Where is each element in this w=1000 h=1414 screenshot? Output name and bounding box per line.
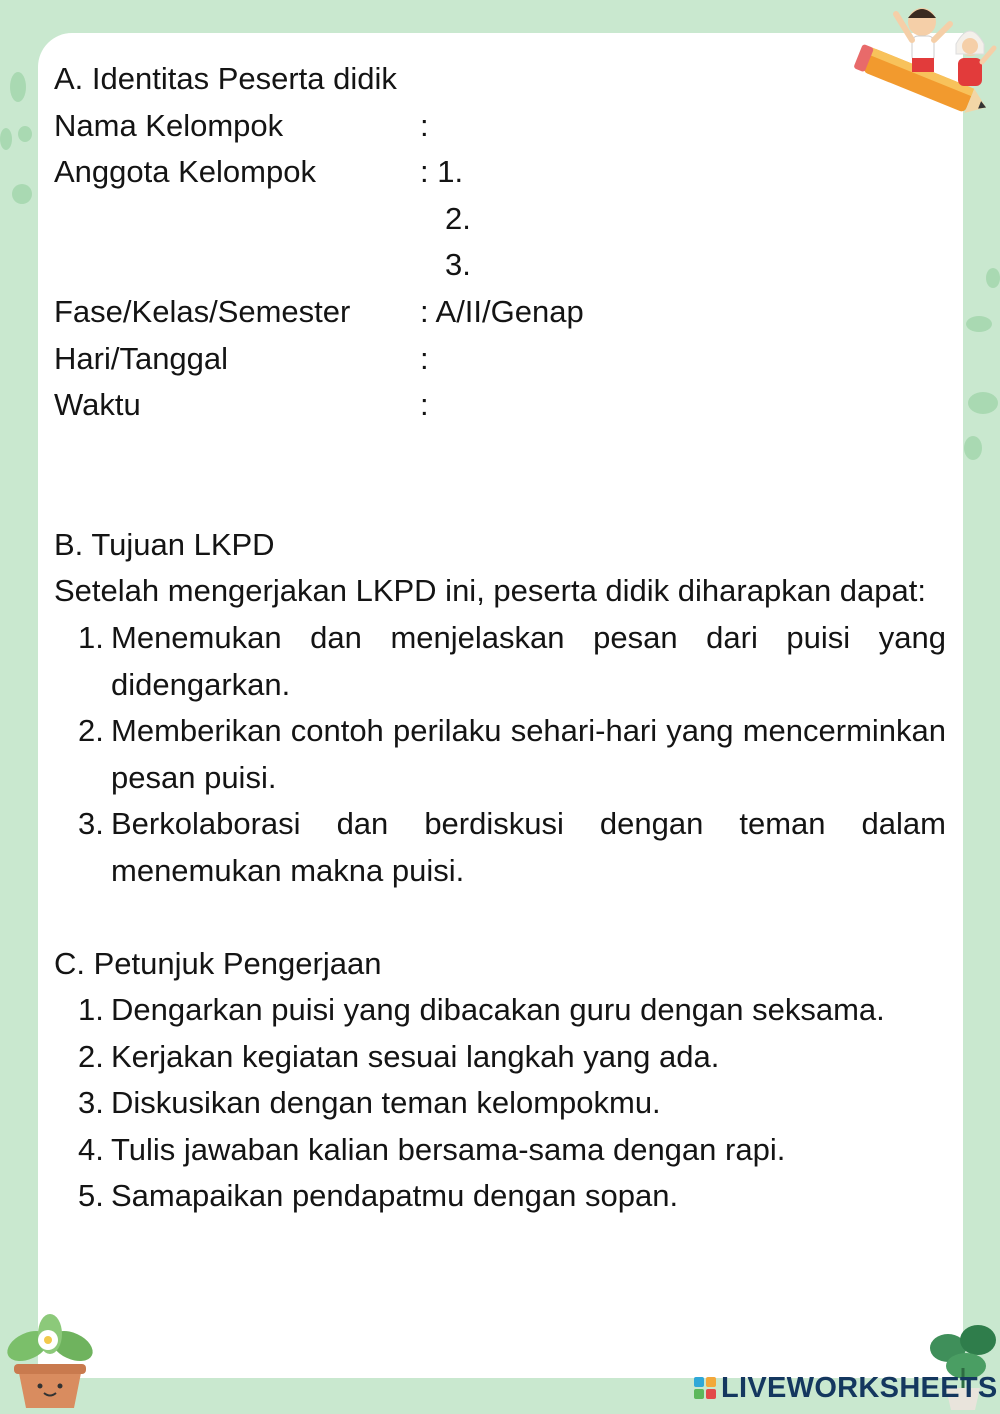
section-b-intro: Setelah mengerjakan LKPD ini, peserta didik diharapkan dapat:	[54, 573, 926, 609]
list-item	[54, 1173, 946, 1220]
list-text: Dengarkan puisi yang dibacakan guru dengan seksama.	[111, 992, 885, 1028]
list-item	[54, 801, 946, 894]
list-number: 5.	[78, 1178, 104, 1214]
identity-row	[54, 336, 946, 383]
identity-label: Nama Kelompok	[54, 107, 284, 143]
objectives-list	[54, 615, 946, 895]
list-text: Diskusikan dengan teman kelompokmu.	[111, 1085, 661, 1121]
list-text: Kerjakan kegiatan sesuai langkah yang ada.	[111, 1038, 720, 1074]
list-item	[54, 1080, 946, 1127]
identity-label: Waktu	[54, 387, 141, 423]
list-item	[54, 1127, 946, 1174]
identity-row	[54, 196, 946, 243]
identity-value: : A/II/Genap	[420, 293, 584, 329]
logo-text: LIVEWORKSHEETS	[721, 1371, 998, 1404]
list-text: Menemukan dan menjelaskan pesan dari puisi yang didengarkan.	[111, 619, 946, 702]
identity-row	[54, 103, 946, 150]
decor-dot	[12, 184, 32, 204]
section-a-heading: A. Identitas Peserta didik	[54, 61, 397, 96]
section-c-heading: C. Petunjuk Pengerjaan	[54, 945, 382, 981]
list-text: Memberikan contoh perilaku sehari-hari yang mencerminkan pesan puisi.	[111, 713, 946, 795]
list-number: 4.	[78, 1131, 104, 1167]
list-number: 3.	[78, 1085, 104, 1121]
list-number: 1.	[78, 992, 104, 1028]
potted-flower-icon	[0, 1312, 100, 1412]
worksheet-content	[54, 56, 946, 1220]
identity-label: Fase/Kelas/Semester	[54, 293, 351, 329]
list-item	[54, 615, 946, 708]
identity-label: Hari/Tanggal	[54, 340, 229, 376]
identity-value: : 1.	[420, 154, 464, 190]
list-item	[54, 1034, 946, 1081]
liveworksheets-logo	[694, 1371, 998, 1405]
member-number: 2.	[445, 200, 471, 236]
list-number: 3.	[78, 806, 104, 842]
identity-row	[54, 149, 946, 196]
spacer	[54, 895, 946, 941]
liveworksheets-logo-icon	[694, 1377, 716, 1399]
member-number: 3.	[445, 247, 471, 283]
identity-value: :	[420, 340, 429, 376]
identity-value: :	[420, 387, 429, 423]
list-number: 1.	[78, 619, 104, 655]
identity-row	[54, 382, 946, 429]
section-b-heading: B. Tujuan LKPD	[54, 526, 275, 562]
identity-value: :	[420, 107, 429, 143]
list-text: Tulis jawaban kalian bersama-sama dengan rapi.	[111, 1131, 786, 1167]
decor-dot	[964, 436, 982, 460]
identity-row	[54, 289, 946, 336]
decor-dot	[18, 126, 32, 142]
list-number: 2.	[78, 1038, 104, 1074]
identity-label: Anggota Kelompok	[54, 154, 316, 190]
instructions-list	[54, 987, 946, 1220]
list-number: 2.	[78, 713, 104, 749]
decor-dot	[968, 392, 998, 414]
list-text: Berkolaborasi dan berdiskusi dengan teman dalam menemukan makna puisi.	[111, 806, 946, 888]
list-item	[54, 987, 946, 1034]
spacer	[54, 429, 946, 522]
decor-dot	[10, 72, 26, 102]
identity-row	[54, 242, 946, 289]
list-item	[54, 708, 946, 801]
decor-dot	[986, 268, 1000, 288]
decor-dot	[0, 128, 12, 150]
list-text: Samapaikan pendapatmu dengan sopan.	[111, 1178, 679, 1214]
decor-dot	[966, 316, 992, 332]
